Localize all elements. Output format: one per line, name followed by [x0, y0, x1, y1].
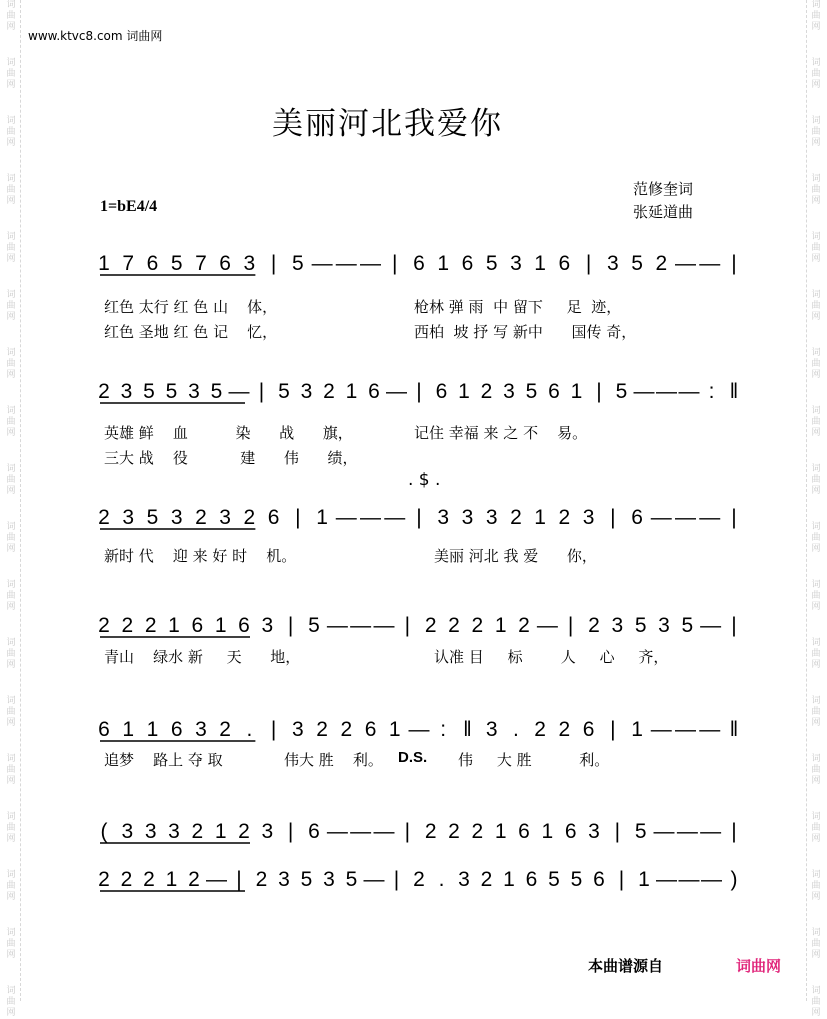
score-token: — — [335, 252, 357, 275]
watermark-glyph: 词 曲 网 — [6, 812, 16, 844]
score-token: — — [675, 506, 697, 529]
score-token: 2 — [448, 614, 460, 637]
barline: ‖ — [463, 718, 472, 741]
score-token: 2 — [340, 718, 353, 741]
score-token: — — [360, 506, 382, 529]
score-line-2 — [0, 370, 827, 410]
score-token: 3 — [458, 868, 470, 891]
barline: | — [585, 252, 592, 275]
score-token: 1 — [437, 252, 450, 275]
score-token: 1 — [631, 718, 643, 741]
lyric-verse7-c: 伟 大 胜 利。 — [458, 751, 610, 769]
score-line-1 — [0, 242, 827, 282]
score-token: 2 — [98, 868, 110, 891]
score-token: 2 — [655, 252, 668, 275]
barline: | — [270, 252, 277, 275]
score-token: 2 — [195, 506, 207, 529]
score-token: 2 — [448, 820, 460, 843]
score-token: 1 — [98, 252, 110, 275]
score-token: 2 — [219, 718, 231, 741]
score-token: — — [650, 506, 672, 529]
barline: | — [236, 868, 242, 891]
barline: | — [614, 820, 621, 843]
score-token: 2 — [518, 614, 530, 637]
score-token: 2 — [188, 868, 200, 891]
barline: | — [731, 820, 737, 843]
score-token: 1 — [214, 820, 227, 843]
barline: | — [295, 506, 301, 529]
score-token: — — [656, 868, 677, 891]
score-token: 5 — [292, 252, 304, 275]
score-token: 5 — [165, 380, 178, 403]
watermark-glyph: 词 曲 网 — [6, 174, 16, 206]
watermark-glyph: 词 曲 网 — [811, 522, 821, 554]
score-token: — — [350, 614, 372, 637]
score-token: 2 — [121, 614, 134, 637]
score-token: 3 — [219, 506, 231, 529]
score-token: 5 — [485, 252, 498, 275]
score-token: — — [676, 820, 698, 843]
watermark-glyph: 词 曲 网 — [6, 232, 16, 264]
score-token: 5 — [143, 380, 155, 403]
score-token: 2 — [255, 868, 268, 891]
watermark-glyph: 词 曲 网 — [811, 464, 821, 496]
watermark-glyph: 词 曲 网 — [6, 406, 16, 438]
lyric-verse3-b: 记住 幸福 来 之 不 易。 — [414, 424, 588, 442]
score-token: 6 — [191, 614, 204, 637]
score-token: 2 — [424, 614, 437, 637]
score-token: 3 — [485, 718, 498, 741]
score-token: 2 — [120, 868, 133, 891]
score-token: 3 — [188, 380, 200, 403]
score-token: — — [675, 718, 697, 741]
lyric-verse6-a: 青山 绿水 新 天 地， — [104, 648, 301, 666]
watermark-glyph: 词 曲 网 — [811, 116, 821, 148]
score-line-3 — [0, 496, 827, 536]
dal-segno-mark: D.S. — [398, 749, 428, 766]
score-token: 3 — [292, 718, 304, 741]
score-token: 1 — [165, 868, 178, 891]
watermark-glyph: 词 曲 网 — [811, 870, 821, 902]
score-token: — — [311, 252, 333, 275]
watermark-glyph: 词 曲 网 — [6, 696, 16, 728]
score-token: 5 — [634, 820, 647, 843]
score-token: 3 — [607, 252, 619, 275]
score-token: 2 — [238, 820, 250, 843]
score-token: 6 — [461, 252, 474, 275]
score-token: 2 — [316, 718, 328, 741]
score-token: . — [438, 868, 445, 891]
watermark-glyph: 词 曲 网 — [6, 580, 16, 612]
score-token: . — [246, 718, 253, 741]
score-token: 6 — [146, 252, 159, 275]
score-token: — — [699, 506, 721, 529]
watermark-glyph: 词 曲 网 — [811, 406, 821, 438]
score-token: — — [701, 868, 722, 891]
score-token: 5 — [634, 614, 647, 637]
score-token: 6 — [219, 252, 231, 275]
score-token: — — [678, 380, 700, 403]
score-token: ) — [730, 868, 738, 891]
score-token: 6 — [267, 506, 280, 529]
score-token: : — [440, 718, 447, 741]
score-token: 2 — [558, 506, 571, 529]
score-token: — — [678, 868, 700, 891]
barline: | — [731, 614, 737, 637]
score-token: 3 — [582, 506, 595, 529]
watermark-glyph: 词 曲 网 — [6, 870, 16, 902]
score-token: — — [206, 868, 227, 891]
barline: ‖ — [729, 718, 739, 741]
score-line-4 — [0, 604, 827, 644]
score-token: — — [656, 380, 677, 403]
score-token: 2 — [98, 506, 110, 529]
score-token: 5 — [570, 868, 583, 891]
score-token: 6 — [413, 252, 425, 275]
score-token: 3 — [243, 252, 256, 275]
score-line-7 — [0, 858, 827, 898]
watermark-glyph: 词 曲 网 — [6, 754, 16, 786]
score-token: — — [363, 868, 385, 891]
score-token: 3 — [195, 718, 207, 741]
barline: ‖ — [729, 380, 739, 403]
score-token: 2 — [191, 820, 204, 843]
score-token: 1 — [534, 252, 546, 275]
composer-credit: 张延道曲 — [633, 203, 694, 221]
lyric-verse1-a: 红色 太行 红 色 山 体， — [104, 298, 278, 316]
score-token: 5 — [548, 868, 560, 891]
score-token: 5 — [300, 868, 313, 891]
lyric-verse7-b: 伟大 胜 利。 — [284, 751, 383, 769]
score-token: 2 — [558, 718, 571, 741]
score-token: 1 — [388, 718, 401, 741]
score-token: 1 — [316, 506, 328, 529]
score-token: — — [699, 252, 721, 275]
score-token: 3 — [611, 614, 624, 637]
score-token: 5 — [525, 380, 538, 403]
watermark-glyph: 词 曲 网 — [6, 58, 16, 90]
barline: | — [610, 718, 616, 741]
score-token: 1 — [494, 820, 507, 843]
score-token: 5 — [345, 868, 358, 891]
score-token: 2 — [480, 380, 493, 403]
watermark-glyph: 词 曲 网 — [6, 0, 16, 32]
barline: | — [596, 380, 602, 403]
watermark-glyph: 词 曲 网 — [6, 116, 16, 148]
barline: | — [416, 380, 422, 403]
score-token: 1 — [214, 614, 227, 637]
score-token: — — [360, 252, 382, 275]
score-token: 1 — [458, 380, 470, 403]
song-title: 美丽河北我爱你 — [272, 106, 503, 142]
score-token: 2 — [471, 820, 484, 843]
barline: | — [610, 506, 616, 529]
score-token: 2 — [413, 868, 425, 891]
score-token: 5 — [210, 380, 223, 403]
score-token: — — [408, 718, 430, 741]
watermark-glyph: 词 曲 网 — [6, 348, 16, 380]
score-token: 7 — [122, 252, 135, 275]
score-token: 3 — [503, 380, 515, 403]
score-token: 5 — [681, 614, 694, 637]
barline: | — [404, 820, 411, 843]
watermark-glyph: 词 曲 网 — [811, 174, 821, 206]
lyric-verse1-b: 枪林 弹 雨 中 留下 足 迹， — [414, 298, 622, 316]
score-token: — — [373, 820, 395, 843]
score-token: 1 — [638, 868, 650, 891]
score-token: 1 — [534, 506, 546, 529]
watermark-glyph: 词 曲 网 — [811, 232, 821, 264]
lyric-verse2-b: 西柏 坡 抒 写 新中 国传 奇， — [414, 323, 637, 341]
score-token: 3 — [144, 820, 157, 843]
score-token: 2 — [98, 614, 110, 637]
barline: | — [731, 252, 737, 275]
score-token: 6 — [368, 380, 380, 403]
score-token: 1 — [146, 718, 159, 741]
score-token: 6 — [308, 820, 320, 843]
score-token: 5 — [615, 380, 628, 403]
watermark-glyph: 词 曲 网 — [811, 348, 821, 380]
score-token: 1 — [541, 820, 554, 843]
footer-source-label: 本曲谱源自 — [588, 957, 664, 975]
barline: | — [731, 506, 737, 529]
score-token: 3 — [485, 506, 498, 529]
score-token: 1 — [570, 380, 583, 403]
barline: | — [270, 718, 277, 741]
score-token: 6 — [582, 718, 595, 741]
score-token: 3 — [437, 506, 450, 529]
watermark-glyph: 词 曲 网 — [6, 290, 16, 322]
score-token: 6 — [518, 820, 530, 843]
score-token: 2 — [534, 718, 546, 741]
score-token: — — [386, 380, 407, 403]
score-token: 7 — [195, 252, 207, 275]
score-token: 3 — [122, 506, 135, 529]
watermark-glyph: 词 曲 网 — [811, 638, 821, 670]
lyric-verse2-a: 红色 圣地 红 色 记 忆， — [104, 323, 278, 341]
barline: | — [258, 380, 265, 403]
score-token: 1 — [168, 614, 180, 637]
barline: | — [618, 868, 625, 891]
score-token: 2 — [480, 868, 493, 891]
barline: | — [392, 252, 398, 275]
watermark-glyph: 词 曲 网 — [811, 290, 821, 322]
watermark-glyph: 词 曲 网 — [6, 464, 16, 496]
lyric-verse5-a: 新时 代 迎 来 好 时 机。 — [104, 547, 297, 565]
score-token: 3 — [168, 820, 180, 843]
lyricist-credit: 范修奎词 — [633, 180, 694, 198]
score-line-6 — [0, 810, 827, 850]
score-token: — — [384, 506, 406, 529]
lyric-verse3-a: 英雄 鲜 血 染 战 旗， — [104, 424, 353, 442]
score-token: 2 — [424, 820, 437, 843]
watermark-glyph: 词 曲 网 — [811, 580, 821, 612]
key-signature: 1=bE4/4 — [100, 198, 158, 215]
watermark-glyph: 词 曲 网 — [811, 986, 821, 1018]
score-token: 3 — [278, 868, 290, 891]
score-token: 6 — [525, 868, 538, 891]
score-token: ( — [100, 820, 108, 843]
segno-sign: . $ . — [408, 470, 441, 490]
score-token: 2 — [143, 868, 155, 891]
score-token: 2 — [144, 614, 157, 637]
score-token: 6 — [548, 380, 560, 403]
score-token: — — [653, 820, 675, 843]
score-token: 1 — [345, 380, 358, 403]
score-token: — — [326, 820, 348, 843]
lyric-verse6-b: 认准 目 标 人 心 齐， — [434, 648, 669, 666]
watermark-glyph: 词 曲 网 — [811, 754, 821, 786]
score-token: 2 — [471, 614, 484, 637]
watermark-glyph: 词 曲 网 — [811, 928, 821, 960]
footer-brand-link[interactable]: 词曲网 — [736, 957, 782, 975]
score-token: 3 — [461, 506, 474, 529]
score-token: — — [699, 718, 721, 741]
score-token: 3 — [120, 380, 133, 403]
score-token: 3 — [170, 506, 183, 529]
score-token: 1 — [122, 718, 135, 741]
score-token: 6 — [98, 718, 110, 741]
score-token: 5 — [278, 380, 290, 403]
score-token: 3 — [261, 614, 274, 637]
score-token: — — [350, 820, 372, 843]
watermark-glyph: 词 曲 网 — [811, 812, 821, 844]
score-line-5 — [0, 708, 827, 748]
lyric-verse5-b: 美丽 河北 我 爱 你， — [434, 547, 597, 565]
score-token: — — [700, 820, 722, 843]
score-token: 5 — [308, 614, 320, 637]
score-token: 2 — [323, 380, 335, 403]
score-token: — — [536, 614, 558, 637]
score-token: 2 — [98, 380, 110, 403]
score-token: 6 — [558, 252, 571, 275]
barline: | — [567, 614, 574, 637]
score-token: 2 — [588, 614, 600, 637]
score-token: 2 — [243, 506, 256, 529]
score-token: — — [373, 614, 395, 637]
score-token: 2 — [510, 506, 522, 529]
score-token: 1 — [503, 868, 515, 891]
score-token: 6 — [564, 820, 577, 843]
watermark-glyph: 词 曲 网 — [811, 0, 821, 32]
watermark-glyph: 词 曲 网 — [6, 928, 16, 960]
score-token: — — [633, 380, 655, 403]
score-token: 6 — [170, 718, 183, 741]
watermark-glyph: 词 曲 网 — [6, 986, 16, 1018]
score-token: 3 — [261, 820, 274, 843]
lyric-verse7-a: 追梦 路上 夺 取 — [104, 751, 223, 769]
barline: | — [416, 506, 422, 529]
score-token: 3 — [121, 820, 134, 843]
barline: | — [287, 614, 294, 637]
score-token: — — [326, 614, 348, 637]
score-token: — — [228, 380, 250, 403]
score-token: 5 — [146, 506, 159, 529]
score-token: 3 — [510, 252, 522, 275]
score-token: — — [335, 506, 357, 529]
score-token: 3 — [323, 868, 335, 891]
score-token: 6 — [238, 614, 250, 637]
score-token: 6 — [631, 506, 643, 529]
score-token: — — [650, 718, 672, 741]
score-token: 5 — [631, 252, 643, 275]
barline: | — [404, 614, 411, 637]
watermark-glyph: 词 曲 网 — [6, 522, 16, 554]
watermark-glyph: 词 曲 网 — [6, 638, 16, 670]
score-token: 3 — [300, 380, 313, 403]
score-token: 1 — [494, 614, 507, 637]
score-token: — — [675, 252, 697, 275]
score-token: 3 — [658, 614, 670, 637]
score-token: 3 — [588, 820, 600, 843]
lyric-verse4: 三大 战 役 建 伟 绩， — [104, 449, 358, 467]
barline: | — [287, 820, 294, 843]
score-token: 6 — [364, 718, 377, 741]
score-token: 6 — [435, 380, 448, 403]
site-url[interactable]: www.ktvc8.com 词曲网 — [28, 29, 163, 43]
watermark-glyph: 词 曲 网 — [811, 696, 821, 728]
watermark-glyph: 词 曲 网 — [811, 58, 821, 90]
score-token: . — [513, 718, 519, 741]
barline: | — [393, 868, 400, 891]
score-token: 5 — [170, 252, 183, 275]
score-token: : — [708, 380, 715, 403]
score-token: 6 — [593, 868, 605, 891]
score-token: — — [700, 614, 722, 637]
